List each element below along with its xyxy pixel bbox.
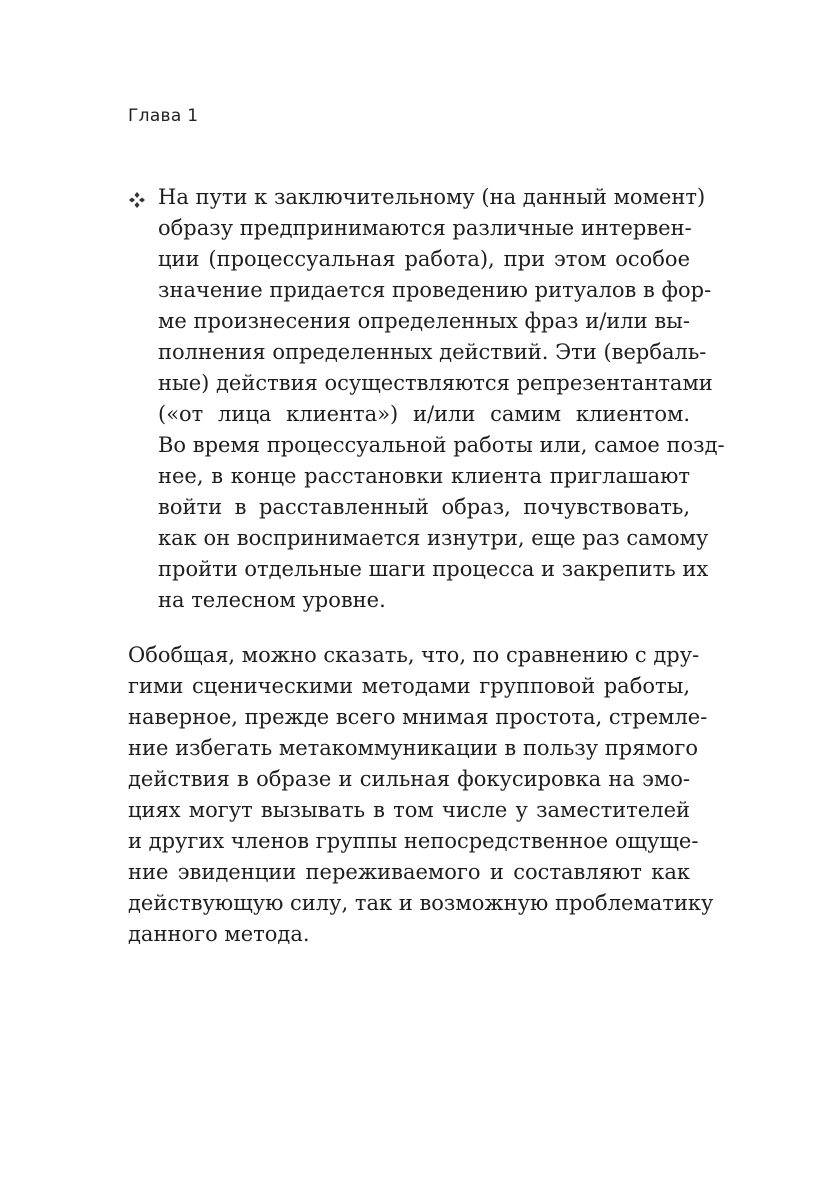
paragraph-line: наверное, прежде всего мнимая простота, стремле- [128, 705, 708, 729]
bullet-text [158, 182, 725, 616]
bullet-line: ные) действия осуществляются репрезентантами [158, 371, 713, 395]
body-paragraph [128, 640, 714, 950]
paragraph-line: Обобщая, можно сказать, что, по сравнению с дру- [128, 643, 700, 667]
bullet-line: полнения определенных действий. Эти (вербаль- [158, 340, 707, 364]
bullet-line: войти в расставленный образ, почувствовать, [158, 495, 690, 519]
bullet-line: значение придается проведению ритуалов в фор- [158, 278, 712, 302]
bullet-line: нее, в конце расстановки клиента приглашают [158, 464, 690, 488]
paragraph-line: циях могут вызывать в том числе у заместителей [128, 798, 690, 822]
paragraph-line: гими сценическими методами групповой работы, [128, 674, 690, 698]
bullet-line: На пути к заключительному (на данный момент) [158, 185, 706, 209]
paragraph-line: действующую силу, так и возможную проблематику [128, 891, 714, 915]
running-head: Глава 1 [128, 106, 199, 126]
bullet-line: на телесном уровне. [158, 588, 386, 612]
bullet-line: ме произнесения определенных фраз и/или вы- [158, 309, 690, 333]
paragraph-line: и других членов группы непосредственное ощуще- [128, 829, 699, 853]
bullet-line: Во время процессуальной работы или, самое позд- [158, 433, 725, 457]
paragraph-line: ние избегать метакоммуникации в пользу прямого [128, 736, 699, 760]
paragraph-line: данного метода. [128, 922, 310, 946]
paragraph-line: действия в образе и сильная фокусировка на эмо- [128, 767, 690, 791]
bullet-line: как он воспринимается изнутри, еще раз самому [158, 526, 709, 550]
bullet-line: пройти отдельные шаги процесса и закрепить их [158, 557, 709, 581]
paragraph-line: ние эвиденции переживаемого и составляют как [128, 860, 690, 884]
bullet-line: ции (процессуальная работа), при этом особое [158, 247, 690, 271]
bullet-line: образу предпринимаются различные интервен- [158, 216, 692, 240]
bullet-line: («от лица клиента») и/или самим клиентом. [158, 402, 690, 426]
four-diamond-bullet-icon [128, 191, 146, 209]
